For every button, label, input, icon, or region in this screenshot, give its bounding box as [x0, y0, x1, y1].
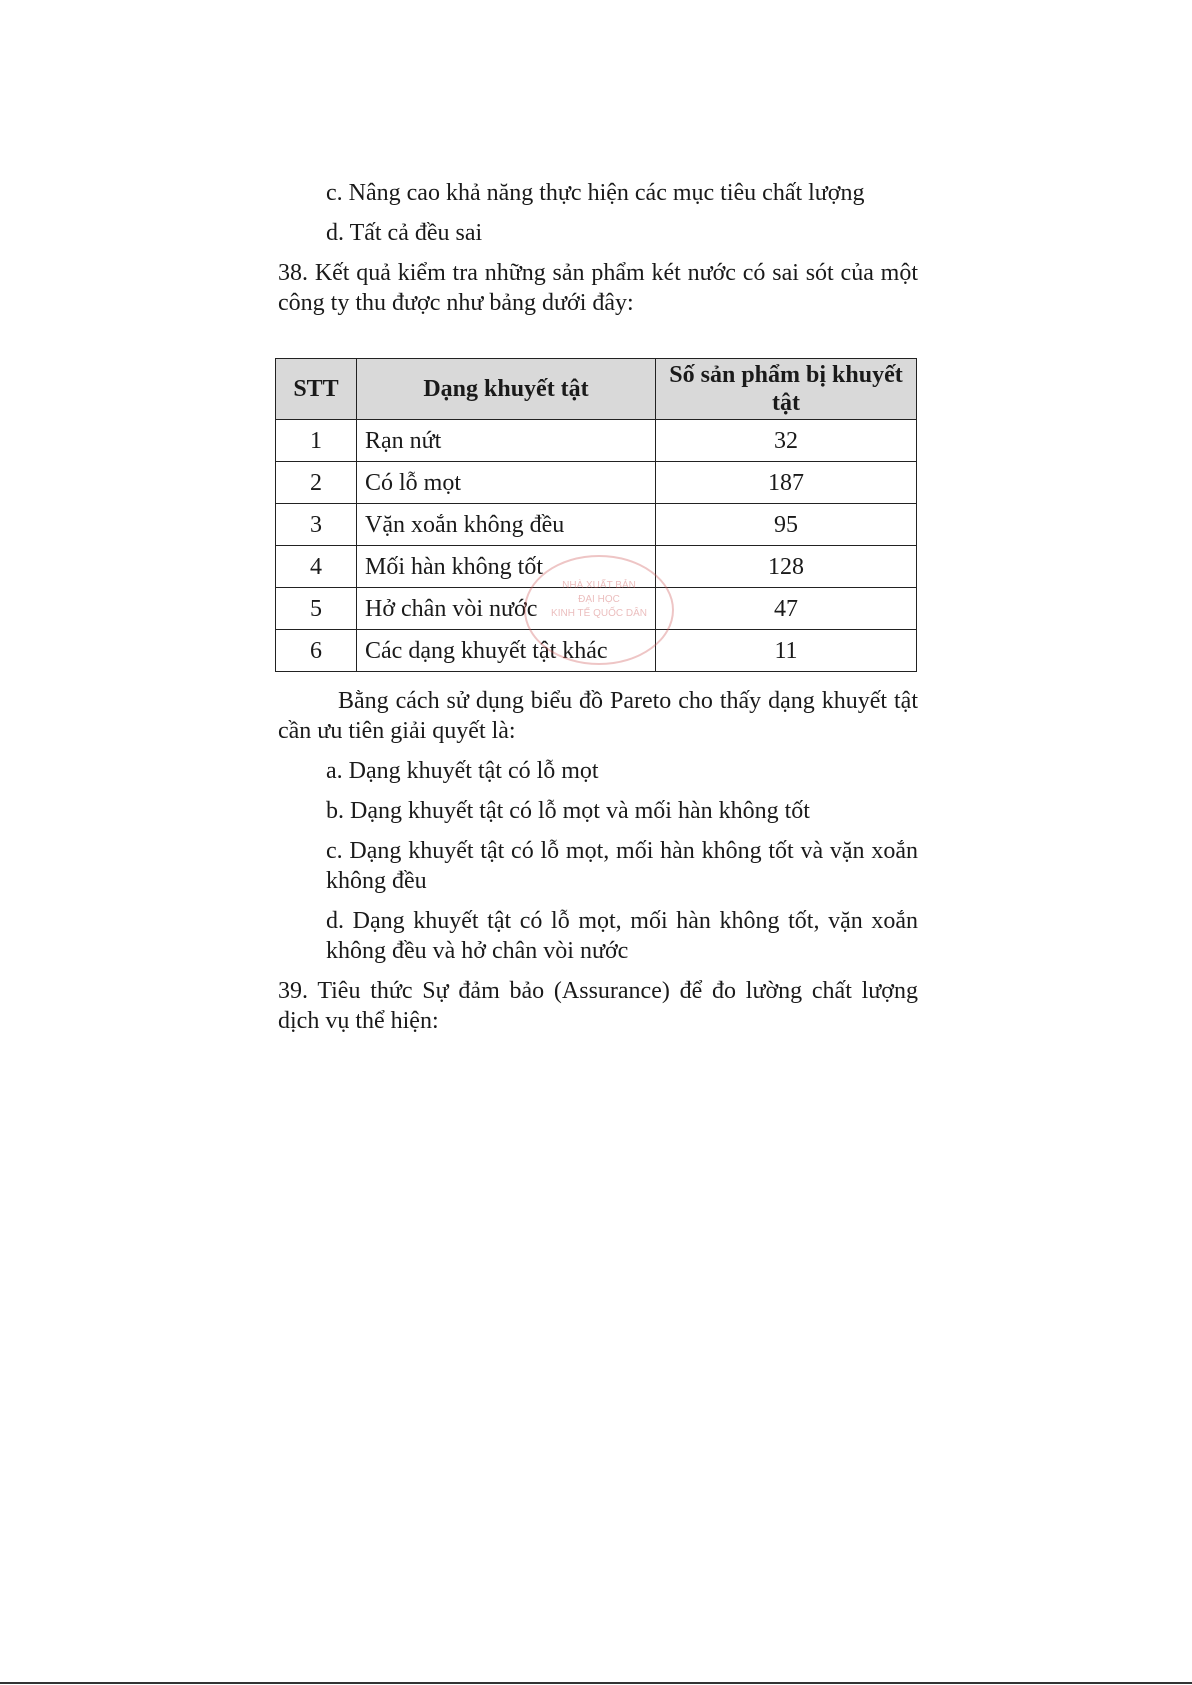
cell-defect-type: Hở chân vòi nước	[357, 588, 656, 630]
option-a: a. Dạng khuyết tật có lỗ mọt	[326, 758, 599, 784]
option-c: c. Dạng khuyết tật có lỗ mọt, mối hàn không tốt và vặn xoắn không đều	[326, 838, 918, 894]
table-row	[276, 588, 917, 630]
watermark-line: ĐẠI HỌC	[578, 594, 620, 605]
cell-defect-type: Vặn xoắn không đều	[357, 504, 656, 546]
watermark-line: KINH TẾ QUỐC DÂN	[551, 608, 647, 619]
question-39-text: 39. Tiêu thức Sự đảm bảo (Assurance) để đo lường chất lượng dịch vụ thể hiện:	[278, 978, 918, 1034]
option-c-prev: c. Nâng cao khả năng thực hiện các mục tiêu chất lượng	[326, 180, 865, 206]
bottom-divider	[0, 1682, 1192, 1684]
page-content	[278, 178, 918, 1046]
table-row	[276, 630, 917, 672]
cell-defect-count: 95	[656, 504, 917, 546]
cell-defect-type: Các dạng khuyết tật khác	[357, 630, 656, 672]
cell-defect-count: 32	[656, 420, 917, 462]
option-d-prev: d. Tất cả đều sai	[326, 220, 483, 246]
table-row	[276, 420, 917, 462]
cell-defect-type: Mối hàn không tốt	[357, 546, 656, 588]
cell-defect-type: Rạn nứt	[357, 420, 656, 462]
watermark-line: NHÀ XUẤT BẢN	[562, 580, 636, 591]
table-row	[276, 504, 917, 546]
header-defect-type: Dạng khuyết tật	[357, 359, 656, 420]
table-header-row	[276, 359, 917, 420]
table-row	[276, 462, 917, 504]
header-stt: STT	[276, 359, 357, 420]
question-38-prompt: Bằng cách sử dụng biểu đồ Pareto cho thấy dạng khuyết tật cần ưu tiên giải quyết là:	[278, 688, 918, 744]
cell-defect-count: 11	[656, 630, 917, 672]
cell-defect-count: 128	[656, 546, 917, 588]
cell-stt: 1	[276, 420, 357, 462]
table-row	[276, 546, 917, 588]
cell-defect-count: 187	[656, 462, 917, 504]
cell-stt: 3	[276, 504, 357, 546]
cell-stt: 4	[276, 546, 357, 588]
cell-defect-count: 47	[656, 588, 917, 630]
option-b: b. Dạng khuyết tật có lỗ mọt và mối hàn không tốt	[326, 798, 810, 824]
question-38-text: 38. Kết quả kiểm tra những sản phẩm két nước có sai sót của một công ty thu được như bảng dưới đây:	[278, 260, 918, 316]
cell-stt: 2	[276, 462, 357, 504]
defect-table	[275, 358, 917, 672]
cell-stt: 5	[276, 588, 357, 630]
option-d: d. Dạng khuyết tật có lỗ mọt, mối hàn không tốt, vặn xoắn không đều và hở chân vòi nước	[326, 908, 918, 964]
header-defect-count: Số sản phẩm bị khuyết tật	[656, 359, 917, 420]
cell-stt: 6	[276, 630, 357, 672]
cell-defect-type: Có lỗ mọt	[357, 462, 656, 504]
